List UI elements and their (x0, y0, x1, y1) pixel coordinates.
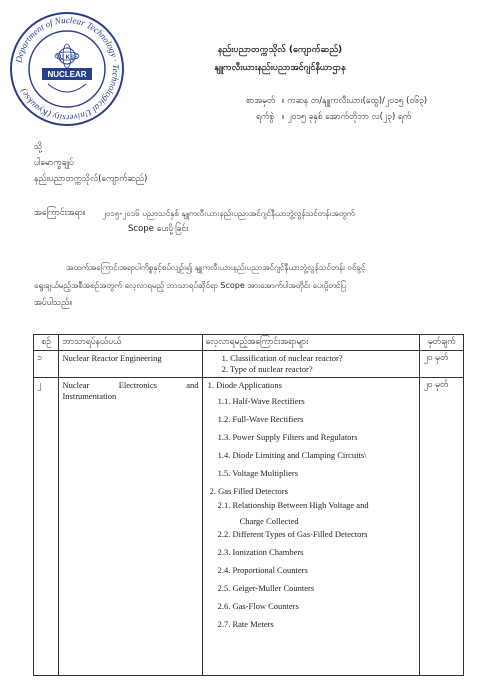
topic-item: 2. Type of nuclear reactor? (221, 364, 313, 374)
topic-item: 2.5. Geiger-Muller Counters (217, 583, 315, 593)
topic-item: 1. Classification of nuclear reactor? (221, 353, 343, 363)
row-no: ၁ (34, 351, 59, 378)
row-topics (202, 378, 420, 676)
to-label: သို့ (34, 142, 43, 152)
table-row (34, 378, 464, 676)
topic-item: 2.4. Proportional Counters (217, 565, 308, 575)
scope-table (33, 334, 464, 676)
seal-center-top: TU KSE (55, 55, 79, 61)
field-line2: Instrumentation (62, 391, 117, 401)
field-word: Nuclear (62, 380, 90, 390)
seal-ring-text: Department of Nuclear Technology · Technological University (Kyaukse) (13, 14, 122, 124)
to-institution: နည်းပညာတက္ကသိုလ်(ကျောက်ဆည်) (34, 174, 148, 184)
header-remark: မှတ်ချက် (420, 335, 464, 351)
topic-item: 1.5. Voltage Multipliers (217, 468, 298, 478)
row-field: Nuclear Reactor Engineering (59, 351, 202, 378)
topic-item: 2. Gas Filled Detectors (209, 486, 288, 496)
topic-item: 2.1. Relationship Between High Voltage and (217, 500, 369, 510)
body-line3: အပ်ပါသည်။ (34, 298, 72, 308)
topic-item: 1.2. Full-Wave Rectifiers (217, 414, 304, 424)
topic-item: 2.3. Ionization Chambers (217, 547, 304, 557)
date-label: ရက်စွဲ (256, 112, 274, 122)
subject-line2: Scope ပေးပို့ခြင်း (128, 224, 189, 234)
topic-item: 1.1. Half-Wave Rectifiers (217, 396, 305, 406)
topic-item: 1. Diode Applications (207, 380, 282, 390)
topic-item: 1.4. Diode Limiting and Clamping Circuits\ (217, 450, 367, 460)
row-remark: ၂၀ မှတ် (420, 378, 464, 676)
header-topics: လေ့လာရမည့်အကြောင်းအရာများ (202, 335, 420, 351)
ref-label: စာအမှတ် (246, 96, 276, 106)
header-no: စဉ် (34, 335, 59, 351)
field-word: Electronics (118, 380, 157, 390)
topic-item: 2.7. Rate Meters (217, 619, 274, 629)
row-no: ၂ (34, 378, 59, 676)
seal-center-main: NUCLEAR (47, 70, 87, 79)
table-row (34, 351, 464, 378)
header-field: ဘာသာရပ်နယ်ပယ် (59, 335, 202, 351)
body-line1: အထက်အကြောင်းအရာပါကိစ္စနှင့်စပ်လျဉ်း၍ နျူကလီးယားနည်းပညာအင်ဂျင်နီယာဘွဲ့လွန်သင်တန်း ဝင်ခွင့် (66, 263, 366, 272)
table-header-row (34, 335, 464, 351)
date-value: ။ ၂၀၁၅ ခုနှစ် အောက်တိုဘာ လ(၂၃) ရက် (282, 112, 412, 122)
body-line2: ရွေးချယ်မည့်အစီအစဉ်အတွက် လေ့လာရမည့် ဘာသာရပ်ဆိုင်ရာ Scope အားအောက်ပါအတိုင်း ပေးပို့တင်ပြ (34, 281, 347, 290)
field-word: and (186, 380, 199, 390)
row-field (59, 378, 202, 676)
row-remark: ၂၀ မှတ် (420, 351, 464, 378)
topic-item: 1.3. Power Supply Filters and Regulators (217, 432, 358, 442)
department-seal (8, 10, 126, 128)
subject-label: အကြောင်းအရာ။ (34, 208, 86, 218)
topic-item: Charge Collected (239, 516, 299, 526)
row-topics (202, 351, 420, 378)
ref-value: ။ ကဆန တ/နျူကလီးယား(ထွေ)/၂၀၁၅ (၀၆၃) (282, 96, 428, 106)
topic-item: 2.6. Gas-Flow Counters (217, 601, 299, 611)
department-title: နျူကလီးယားနည်းပညာအင်ဂျင်နီယာဌာန (214, 63, 346, 73)
to-title: ပါမောက္ခချုပ် (34, 158, 74, 168)
topic-item: 2.2. Different Types of Gas-Filled Detectors (217, 529, 368, 539)
university-title: နည်းပညာတက္ကသိုလ် (ကျောက်ဆည်) (217, 45, 343, 55)
subject-line1: ၂၀၁၅-၂၀၁၆ ပညာသင်နှစ် နျူကလီးယားနည်းပညာအင်ဂျင်နီယာဘွဲ့လွန်သင်တန်းအတွက် (102, 209, 355, 218)
